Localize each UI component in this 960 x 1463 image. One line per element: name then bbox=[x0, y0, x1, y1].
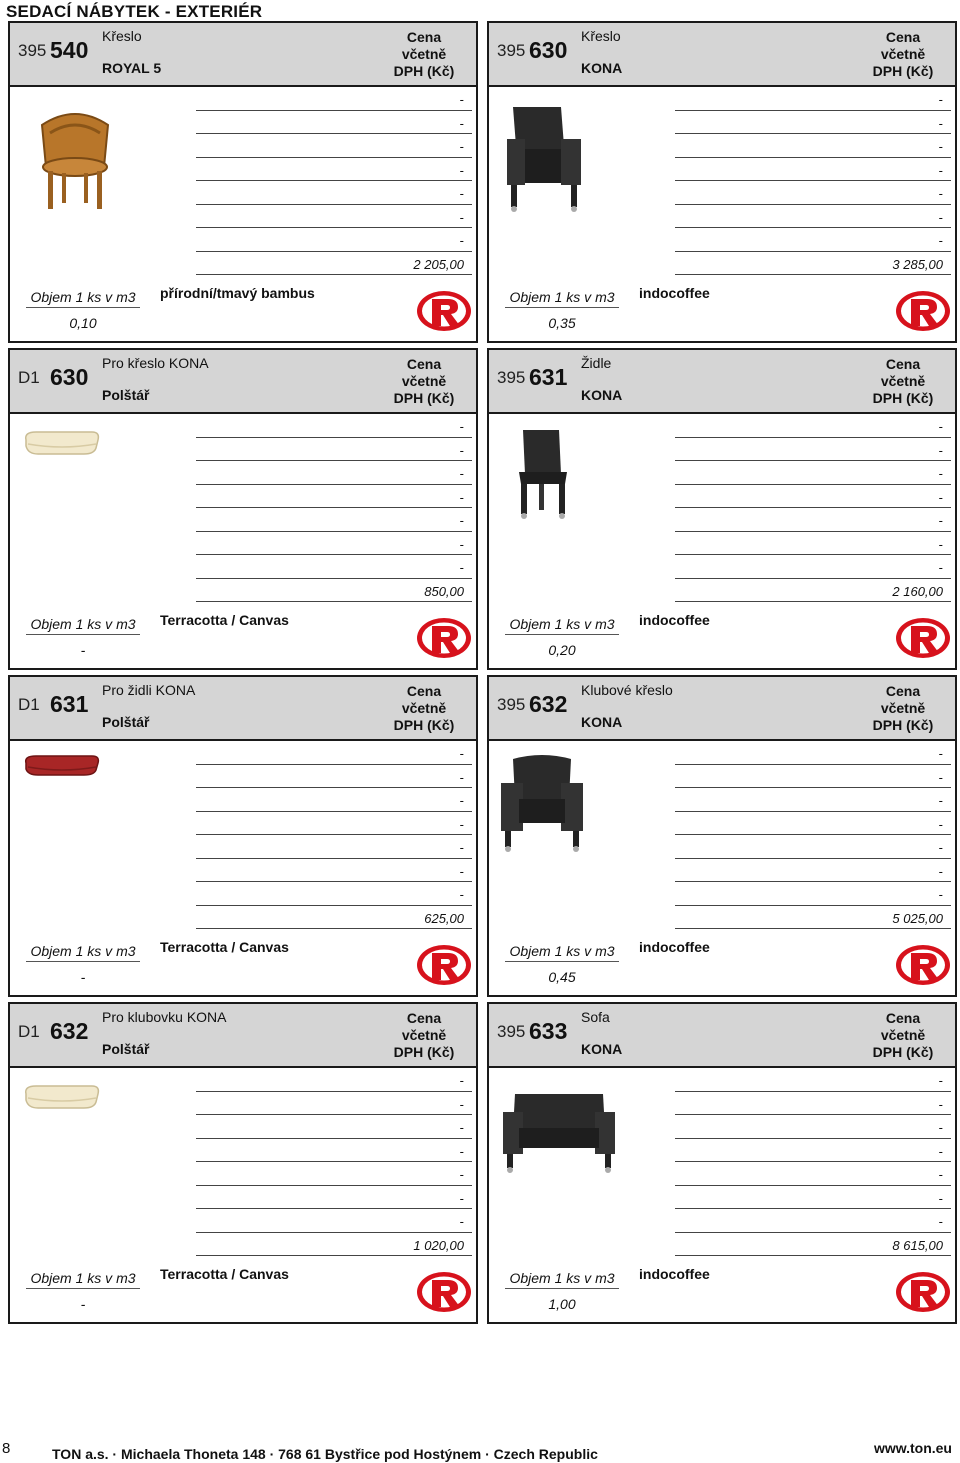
price-row: - bbox=[196, 1115, 472, 1139]
price-row: - bbox=[196, 228, 472, 252]
price-row: - bbox=[675, 205, 951, 229]
price-row: - bbox=[675, 1162, 951, 1186]
volume-label: Objem 1 ks v m3 bbox=[505, 289, 619, 308]
price-row: - bbox=[196, 1068, 472, 1092]
card-header bbox=[489, 350, 955, 414]
product-model: ROYAL 5 bbox=[102, 60, 162, 76]
product-code-prefix: 395 bbox=[497, 368, 526, 387]
volume-label: Objem 1 ks v m3 bbox=[505, 943, 619, 962]
price-table bbox=[675, 741, 951, 929]
price-heading bbox=[863, 1010, 943, 1061]
price-row: - bbox=[675, 1209, 951, 1233]
price-row: - bbox=[675, 1139, 951, 1163]
price-row: - bbox=[196, 835, 472, 859]
product-code-prefix: 395 bbox=[497, 41, 526, 60]
volume-value: - bbox=[80, 1296, 86, 1312]
price-row: - bbox=[196, 741, 472, 765]
product-type: Křeslo bbox=[581, 28, 621, 44]
volume-label: Objem 1 ks v m3 bbox=[26, 616, 140, 635]
brand-logo-icon bbox=[895, 289, 951, 333]
brand-logo-icon bbox=[416, 289, 472, 333]
price-table bbox=[675, 1068, 951, 1256]
price-heading-line: DPH (Kč) bbox=[393, 1044, 455, 1060]
price-row: - bbox=[196, 111, 472, 135]
price-heading-line: DPH (Kč) bbox=[872, 63, 934, 79]
product-type: Pro židli KONA bbox=[102, 682, 196, 698]
price-row: - bbox=[675, 414, 951, 438]
volume-value: - bbox=[80, 969, 86, 985]
product-card bbox=[487, 21, 957, 343]
price-row: - bbox=[196, 859, 472, 883]
price-heading-line: včetně bbox=[880, 46, 926, 62]
club-chair-icon bbox=[497, 753, 587, 858]
price-heading-line: včetně bbox=[401, 1027, 447, 1043]
card-header bbox=[10, 1004, 476, 1068]
price-row: - bbox=[196, 134, 472, 158]
volume-label: Objem 1 ks v m3 bbox=[26, 289, 140, 308]
price-row: - bbox=[196, 555, 472, 579]
price-row: - bbox=[196, 1092, 472, 1116]
price-heading-line: včetně bbox=[401, 46, 447, 62]
price-row: - bbox=[196, 812, 472, 836]
price-row: - bbox=[675, 555, 951, 579]
price-heading-line: Cena bbox=[885, 1010, 921, 1026]
price-table bbox=[196, 87, 472, 275]
price-heading-line: Cena bbox=[406, 29, 442, 45]
card-header bbox=[10, 350, 476, 414]
price-heading-line: DPH (Kč) bbox=[872, 1044, 934, 1060]
price-heading-line: včetně bbox=[880, 373, 926, 389]
price-heading-line: Cena bbox=[406, 356, 442, 372]
material-label: Terracotta / Canvas bbox=[160, 939, 289, 955]
product-code-prefix: D1 bbox=[18, 368, 40, 387]
product-code: 631 bbox=[50, 691, 89, 717]
price-row: - bbox=[675, 1186, 951, 1210]
product-type: Křeslo bbox=[102, 28, 142, 44]
product-type: Klubové křeslo bbox=[581, 682, 673, 698]
product-card bbox=[487, 1002, 957, 1324]
product-type: Pro klubovku KONA bbox=[102, 1009, 227, 1025]
price-row: - bbox=[675, 228, 951, 252]
price-heading bbox=[384, 356, 464, 407]
product-model: KONA bbox=[581, 714, 623, 730]
price-row: - bbox=[675, 461, 951, 485]
price-heading-line: Cena bbox=[885, 683, 921, 699]
price-table bbox=[675, 87, 951, 275]
price-row: - bbox=[675, 1115, 951, 1139]
price-value: 625,00 bbox=[196, 906, 472, 930]
price-row: - bbox=[675, 1092, 951, 1116]
price-table bbox=[196, 414, 472, 602]
product-card bbox=[8, 21, 478, 343]
material-label: Terracotta / Canvas bbox=[160, 612, 289, 628]
product-code: 540 bbox=[50, 37, 89, 63]
price-row: - bbox=[675, 134, 951, 158]
product-card bbox=[487, 675, 957, 997]
wicker-sofa-icon bbox=[501, 1090, 617, 1180]
price-value: 2 160,00 bbox=[675, 579, 951, 603]
material-label: Terracotta / Canvas bbox=[160, 1266, 289, 1282]
product-code-prefix: 395 bbox=[18, 41, 47, 60]
volume-label: Objem 1 ks v m3 bbox=[505, 1270, 619, 1289]
price-heading-line: Cena bbox=[406, 683, 442, 699]
price-row: - bbox=[675, 532, 951, 556]
brand-logo-icon bbox=[895, 943, 951, 987]
product-code-prefix: 395 bbox=[497, 1022, 526, 1041]
price-table bbox=[675, 414, 951, 602]
material-label: indocoffee bbox=[639, 285, 710, 301]
price-row: - bbox=[675, 158, 951, 182]
price-heading-line: DPH (Kč) bbox=[872, 717, 934, 733]
price-row: - bbox=[675, 1068, 951, 1092]
product-model: KONA bbox=[581, 60, 623, 76]
price-row: - bbox=[196, 1162, 472, 1186]
price-row: - bbox=[675, 859, 951, 883]
price-row: - bbox=[675, 181, 951, 205]
material-label: indocoffee bbox=[639, 612, 710, 628]
price-row: - bbox=[196, 461, 472, 485]
price-heading-line: Cena bbox=[885, 356, 921, 372]
price-heading bbox=[384, 1010, 464, 1061]
price-value: 3 285,00 bbox=[675, 252, 951, 276]
price-row: - bbox=[196, 1186, 472, 1210]
price-value: 5 025,00 bbox=[675, 906, 951, 930]
product-model: Polštář bbox=[102, 714, 150, 730]
brand-logo-icon bbox=[895, 1270, 951, 1314]
price-heading-line: včetně bbox=[401, 700, 447, 716]
price-heading-line: DPH (Kč) bbox=[393, 390, 455, 406]
product-model: Polštář bbox=[102, 1041, 150, 1057]
page-title: SEDACÍ NÁBYTEK - EXTERIÉR bbox=[6, 2, 263, 21]
cushion-cream-icon bbox=[22, 428, 102, 463]
price-row: - bbox=[196, 788, 472, 812]
price-row: - bbox=[675, 788, 951, 812]
price-heading bbox=[863, 356, 943, 407]
price-heading-line: včetně bbox=[401, 373, 447, 389]
product-code: 630 bbox=[50, 364, 89, 390]
card-header bbox=[10, 23, 476, 87]
product-model: Polštář bbox=[102, 387, 150, 403]
product-type: Pro křeslo KONA bbox=[102, 355, 209, 371]
volume-label: Objem 1 ks v m3 bbox=[26, 1270, 140, 1289]
price-row: - bbox=[196, 1139, 472, 1163]
price-value: 1 020,00 bbox=[196, 1233, 472, 1257]
price-heading bbox=[863, 29, 943, 80]
price-row: - bbox=[196, 205, 472, 229]
brand-logo-icon bbox=[416, 1270, 472, 1314]
product-type: Sofa bbox=[581, 1009, 610, 1025]
price-heading-line: Cena bbox=[406, 1010, 442, 1026]
material-label: indocoffee bbox=[639, 1266, 710, 1282]
price-row: - bbox=[675, 438, 951, 462]
product-model: KONA bbox=[581, 1041, 623, 1057]
brand-logo-icon bbox=[416, 943, 472, 987]
price-row: - bbox=[196, 414, 472, 438]
price-row: - bbox=[675, 508, 951, 532]
product-code: 632 bbox=[529, 691, 568, 717]
price-row: - bbox=[675, 741, 951, 765]
product-model: KONA bbox=[581, 387, 623, 403]
product-code-prefix: D1 bbox=[18, 695, 40, 714]
price-row: - bbox=[675, 812, 951, 836]
card-header bbox=[489, 23, 955, 87]
price-heading-line: DPH (Kč) bbox=[393, 63, 455, 79]
product-code: 630 bbox=[529, 37, 568, 63]
volume-value: 1,00 bbox=[548, 1296, 576, 1312]
card-header bbox=[489, 1004, 955, 1068]
price-table bbox=[196, 741, 472, 929]
cushion-cream-icon bbox=[22, 1082, 102, 1117]
price-row: - bbox=[196, 158, 472, 182]
price-value: 8 615,00 bbox=[675, 1233, 951, 1257]
product-card bbox=[487, 348, 957, 670]
material-label: přírodní/tmavý bambus bbox=[160, 285, 315, 301]
price-heading-line: Cena bbox=[885, 29, 921, 45]
price-value: 850,00 bbox=[196, 579, 472, 603]
price-row: - bbox=[196, 508, 472, 532]
price-heading-line: včetně bbox=[880, 1027, 926, 1043]
page-footer bbox=[0, 1430, 960, 1463]
website-link[interactable]: www.ton.eu bbox=[873, 1440, 952, 1456]
volume-value: 0,35 bbox=[548, 315, 576, 331]
price-heading-line: DPH (Kč) bbox=[393, 717, 455, 733]
rattan-chair-icon bbox=[30, 105, 120, 220]
price-heading bbox=[384, 683, 464, 734]
price-row: - bbox=[675, 87, 951, 111]
card-header bbox=[489, 677, 955, 741]
volume-value: 0,10 bbox=[69, 315, 97, 331]
price-value: 2 205,00 bbox=[196, 252, 472, 276]
product-card bbox=[8, 348, 478, 670]
price-heading-line: včetně bbox=[880, 700, 926, 716]
product-card bbox=[8, 675, 478, 997]
volume-value: 0,20 bbox=[548, 642, 576, 658]
product-code: 631 bbox=[529, 364, 568, 390]
product-code-prefix: D1 bbox=[18, 1022, 40, 1041]
company-address: TON a.s. · Michaela Thoneta 148 · 768 61 Bystřice pod Hostýnem · Czech Republic bbox=[52, 1446, 598, 1462]
volume-label: Objem 1 ks v m3 bbox=[26, 943, 140, 962]
price-row: - bbox=[675, 835, 951, 859]
material-label: indocoffee bbox=[639, 939, 710, 955]
price-row: - bbox=[196, 87, 472, 111]
price-row: - bbox=[196, 882, 472, 906]
product-code-prefix: 395 bbox=[497, 695, 526, 714]
volume-value: - bbox=[80, 642, 86, 658]
price-table bbox=[196, 1068, 472, 1256]
price-row: - bbox=[675, 765, 951, 789]
wicker-armchair-icon bbox=[499, 99, 589, 219]
price-row: - bbox=[196, 485, 472, 509]
product-card bbox=[8, 1002, 478, 1324]
price-heading-line: DPH (Kč) bbox=[872, 390, 934, 406]
price-row: - bbox=[196, 532, 472, 556]
product-code: 632 bbox=[50, 1018, 89, 1044]
price-row: - bbox=[675, 485, 951, 509]
price-row: - bbox=[675, 111, 951, 135]
price-heading bbox=[384, 29, 464, 80]
price-row: - bbox=[196, 765, 472, 789]
price-heading bbox=[863, 683, 943, 734]
price-row: - bbox=[196, 1209, 472, 1233]
product-code: 633 bbox=[529, 1018, 568, 1044]
volume-label: Objem 1 ks v m3 bbox=[505, 616, 619, 635]
price-row: - bbox=[196, 438, 472, 462]
page-number: 8 bbox=[2, 1440, 11, 1457]
wicker-chair-icon bbox=[509, 426, 579, 526]
brand-logo-icon bbox=[895, 616, 951, 660]
price-row: - bbox=[196, 181, 472, 205]
volume-value: 0,45 bbox=[548, 969, 576, 985]
price-row: - bbox=[675, 882, 951, 906]
cushion-red-icon bbox=[22, 753, 102, 784]
product-type: Židle bbox=[581, 355, 612, 371]
brand-logo-icon bbox=[416, 616, 472, 660]
card-header bbox=[10, 677, 476, 741]
